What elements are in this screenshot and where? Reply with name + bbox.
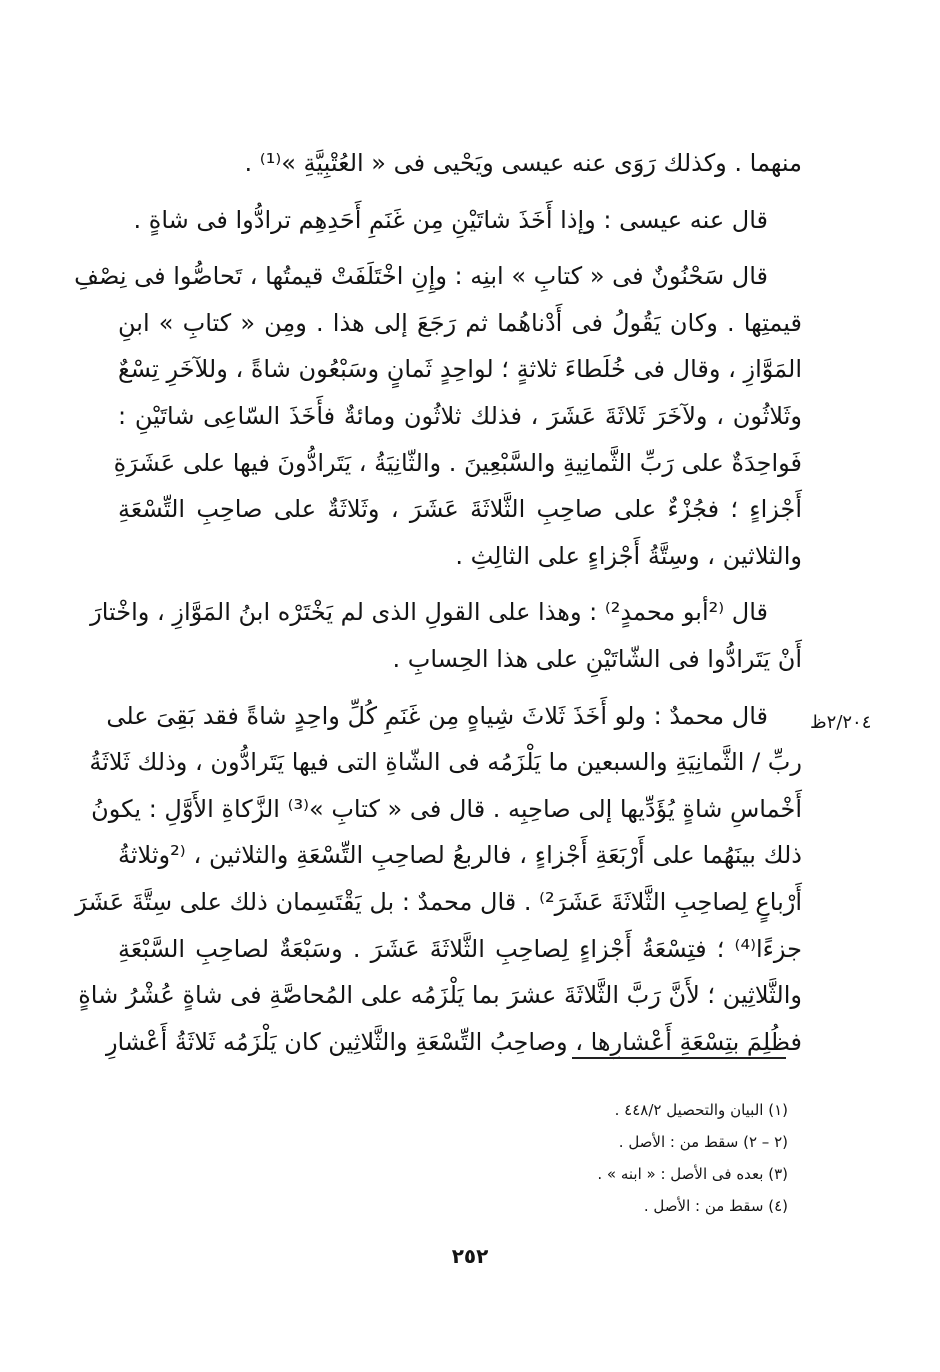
paragraph-gap: [118, 683, 802, 693]
footnote-separator: [572, 1057, 786, 1059]
text-line: فَواحِدَةٌ على رَبِّ الثَّمانِيةِ والسَّبْعِينَ . والثّانِيَةُ ، يَتَرادُّونَ فيها على عَشَرَةِ: [113, 448, 802, 477]
text-line: ربِّ / الثَّمانِيَةِ والسبعين ما يَلْزَمُه فى الشّاةِ التى فيها يَتَرادُّون ، وذلك ثَلاثَةُ: [89, 748, 802, 777]
footnote: (٣) بعده فى الأصل : « ابنه » .: [597, 1165, 788, 1183]
text-line: أَرْباعٍ لِصاحِبِ الثَّلاثَةَ عَشَرَ²⁾ . قال محمدٌ : بل يَقْتَسِمان ذلك على سِتَّةَ عَشَرَ: [75, 887, 802, 916]
text-line: أَخْماسِ شاةٍ يُؤَدِّيها إلى صاحِبِه . قال فى « كتابِ »⁽³⁾ الزَّكاةِ الأَوَّلِ : يكونُ: [91, 794, 802, 823]
page-number: ٢٥٢: [451, 1244, 489, 1268]
text-line: منهما . وكذلك رَوَى عنه عيسى ويَحْيى فى « العُتْبِيَّةِ »⁽¹⁾ .: [244, 149, 802, 177]
main-text: [74, 140, 802, 1065]
text-line: أَنْ يَتَرادُّوا فى الشّاتَيْنِ على هذا الحِسابِ .: [392, 644, 802, 673]
text-line: أَجْزاءٍ ؛ فجُزْءٌ على صاحِبِ الثَّلاثَةَ عَشَرَ ، وثَلاثَةٌ على صاحِبِ التِّسْعَةِ: [118, 495, 802, 524]
text-line: قال سَحْنُونٌ فى « كتابِ » ابنِه : وإِنِ اخْتَلَفَتْ قيمتُها ، تَحاصُّوا فى نِصْفِ: [74, 262, 768, 291]
paragraph-gap: [118, 243, 802, 253]
text-line: المَوَّازِ ، وقال فى خُلَطاءَ ثلاثةٍ ؛ لواحِدٍ ثَمانٍ وسَبْعُون شاةً ، وللآخَرِ تِسْعٌ: [118, 355, 802, 384]
text-line: فظُلِمَ بتِسْعَةِ أَعْشارِها ، وصاحِبُ التِّسْعَةِ والثَّلاثِين كان يَلْزَمُه ثَلاثَةُ أَعْشارِ: [105, 1027, 802, 1056]
footnote: (٢ – ٢) سقط من : الأصل .: [618, 1133, 788, 1151]
footnotes: [440, 1094, 788, 1222]
margin-folio-reference: ٢/٢٠٤ظ: [810, 712, 872, 733]
paragraph-gap: [118, 187, 802, 197]
text-line: قيمتِها . وكان يَقُولُ فى أَدْناهُما ثم رَجَعَ إلى هذا . ومِن « كتابِ » ابنِ: [118, 308, 802, 337]
text-line: قال عنه عيسى : وإذا أَخَذَ شاتَيْنِ مِن غَنَمِ أَحَدِهِم ترادُّوا فى شاةٍ .: [133, 205, 768, 234]
footnote: (١) البيان والتحصيل ٤٤٨/٢ .: [614, 1101, 788, 1119]
text-line: جزءًا⁽⁴⁾ ؛ فتِسْعَةُ أَجْزاءٍ لِصاحِبِ الثَّلاثَةَ عَشَرَ . وسَبْعَةٌ لصاحِبِ السَّبْعَةِ: [118, 934, 802, 963]
text-line: والثَّلاثِين ؛ لأَنَّ رَبَّ الثَّلاثَةَ عشرَ بما يَلْزَمُه على المُحاصَّةِ فى شاةٍ عُشْرُ شاةٍ: [78, 981, 802, 1010]
paragraph-gap: [118, 579, 802, 589]
text-line: والثلاثين ، وسِتَّةُ أَجْزاءٍ على الثالِثِ .: [455, 541, 802, 570]
text-line: وثَلاثُون ، ولآخَرَ ثَلاثَةَ عَشَرَ ، فذلك ثلاثُون ومائةٌ فأَخَذَ السّاعِى شاتَيْنِ :: [118, 401, 802, 430]
footnote: (٤) سقط من : الأصل .: [643, 1197, 788, 1215]
text-line: ذلك بينَهُما على أَرْبَعَةِ أَجْزاءٍ ، فالربعُ لصاحِبِ التِّسْعَةِ والثلاثين ، ⁽²وثلاثةُ: [118, 841, 802, 870]
text-line: قال محمدٌ : ولو أَخَذَ ثَلاثَ شِياهٍ مِن غَنَمِ كُلِّ واحِدٍ شاةً فقد بَقِىَ على: [106, 701, 768, 730]
text-line: قال ⁽²أبو محمدٍ²⁾ : وهذا على القولِ الذى لم يَخْتَرْه ابنُ المَوَّازِ ، واخْتارَ: [90, 598, 768, 627]
